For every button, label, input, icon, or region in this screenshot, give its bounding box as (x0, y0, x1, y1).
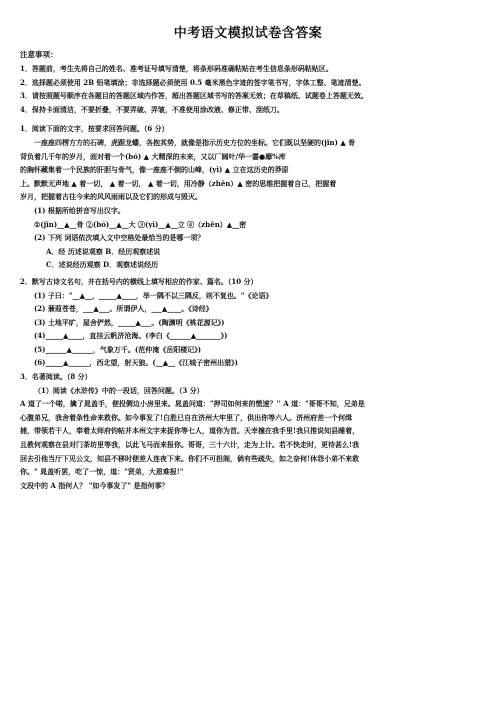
question-2-heading: 2．默写古诗文名句，并在括号内的横线上填写相应的作家、篇名。（10 分） (20, 276, 258, 286)
passage-line: A 道了一个喏，擒了晁盖手，便投侧边小房里来。晁盖问道："押司如何来的慌速？'' A 道："哥哥不知，兄弟是 (20, 399, 365, 409)
document-title: 中考语文模拟试卷含答案 (173, 26, 323, 41)
fill-blank-item: (1) 子曰："__▲__，_____▲____，举一隅不以三隅反，则不复也。"《论语》 (34, 290, 273, 300)
passage-line: 回去引他当厅下见公文，知县不移时便差人连夜下来。你们不可担阁，倘有些疏失，如之奈何!休怨小弟不来救 (20, 453, 360, 463)
passage-line: 一座座四楞方方的石碑，虎踞龙蟠，各抱其势，就像是指示历史方位的坐标。它们既以坚硬的(jīn) ▲ 骨 (34, 137, 356, 147)
fill-blank-item: (2) 蒹葭苍苍，___▲___。所谓伊人，___▲____。《诗经》 (34, 304, 213, 314)
sub-question: (1) 根据所给拼音写出汉字。 (34, 205, 125, 215)
notice-item: 3．请按照题号顺序在各题目的答题区域内作答，超出答题区域书写的答案无效；在草稿纸、试题卷上答题无效。 (20, 91, 368, 101)
notice-item: 4．保持卡面清洁，不要折叠，不要弄破、弄皱，不准使用涂改液、修正带、刮纸刀。 (20, 104, 284, 114)
passage-line: 心腹弟兄，我舍着条性命来救你。如今事发了!白胜已自在济州大牢里了，供出你等六人。济州府差一个何缉 (20, 412, 353, 422)
notice-item: 2．选择题必须使用 2B 铅笔填涂；非选择题必须使用 0.5 毫米黑色字迹的签字笔书写，字体工整、笔迹清楚。 (20, 77, 366, 87)
fill-blank-item: (6)_____▲______，西北望，射天狼。(__▲__《江城子密州出猎》) (34, 358, 238, 368)
passage-line: 且教何观察在县对门茶坊里等我，以此飞马而来报你。哥哥，三十六计，走为上计。若不快走时，更待甚么!我 (20, 440, 360, 450)
passage-line: 岁月，把握着古往今来的风风雨雨以及它们的形成与毁灭。 (20, 192, 202, 202)
question-3-heading: 3．名著阅读。（8 分） (20, 372, 92, 382)
sub-question: (2) 下列 词语依次填入文中空格处最恰当的是哪一项？ (34, 233, 205, 243)
notice-item: 1．答题前，考生先将自己的姓名、准考证号填写清楚，将条形码准确粘贴在考生信息条形码粘贴区。 (20, 64, 333, 73)
passage-line: 背负着几千年的岁月，面对着一个(bó) ▲ 大精深的未来，又以厂阔叶/华一霎●靡%库 (20, 151, 286, 161)
choice-row: A．经 历述说观察 B．经历观察述说 (46, 246, 161, 256)
question-prompt: 文段中的 A 指何人？ "如今事发了" 是指何事？ (20, 480, 169, 490)
sub-question: （1）阅读《水浒传》中的一段话，回答问题。（3 分） (34, 385, 204, 395)
pinyin-blanks: ①(jīn)__▲__骨 ②(bó)__▲__大 ③(yì)__▲__立 ④（zhēn）▲__密 (34, 219, 247, 229)
notice-heading: 注意事项： (20, 50, 58, 59)
passage-line: 的胸怀藏集着一个民族的肝胆与骨气，像一座座不倒的山峰，(yì) ▲ 立在这历史的莽原 (20, 165, 289, 175)
question-1-heading: 1．阅读下面的文字，按要求回答问题。（6 分） (20, 124, 169, 134)
fill-blank-item: (4)_____▲____，直挂云帆济沧海。(李白《______▲_______》) (34, 331, 228, 341)
passage-line: 上。默默无声地 ▲ 着一切， ▲ 着一切， ▲ 着一切，用冷静（zhēn）▲ 密的思维把握着自己，把握着 (20, 178, 337, 188)
passage-line: 你。" 晁盖听罢，吃了一惊，道："贤弟，大恩难报!" (20, 467, 184, 477)
choice-row: C．述说经历观察 D．观察述说经历 (46, 260, 159, 270)
fill-blank-item: (3) 土地平旷，屋舍俨然，_____▲___。(陶渊明《桃花源记》) (34, 317, 225, 327)
fill-blank-item: (5)______▲______，气象万千。(范仲淹《岳阳楼记》) (34, 344, 202, 354)
passage-line: 捕，带领若干人，奉着太师府钧帖并本州文字来捉你等七人，道你为首。天幸撞在我手里!我只推说知县睡着， (20, 426, 360, 436)
